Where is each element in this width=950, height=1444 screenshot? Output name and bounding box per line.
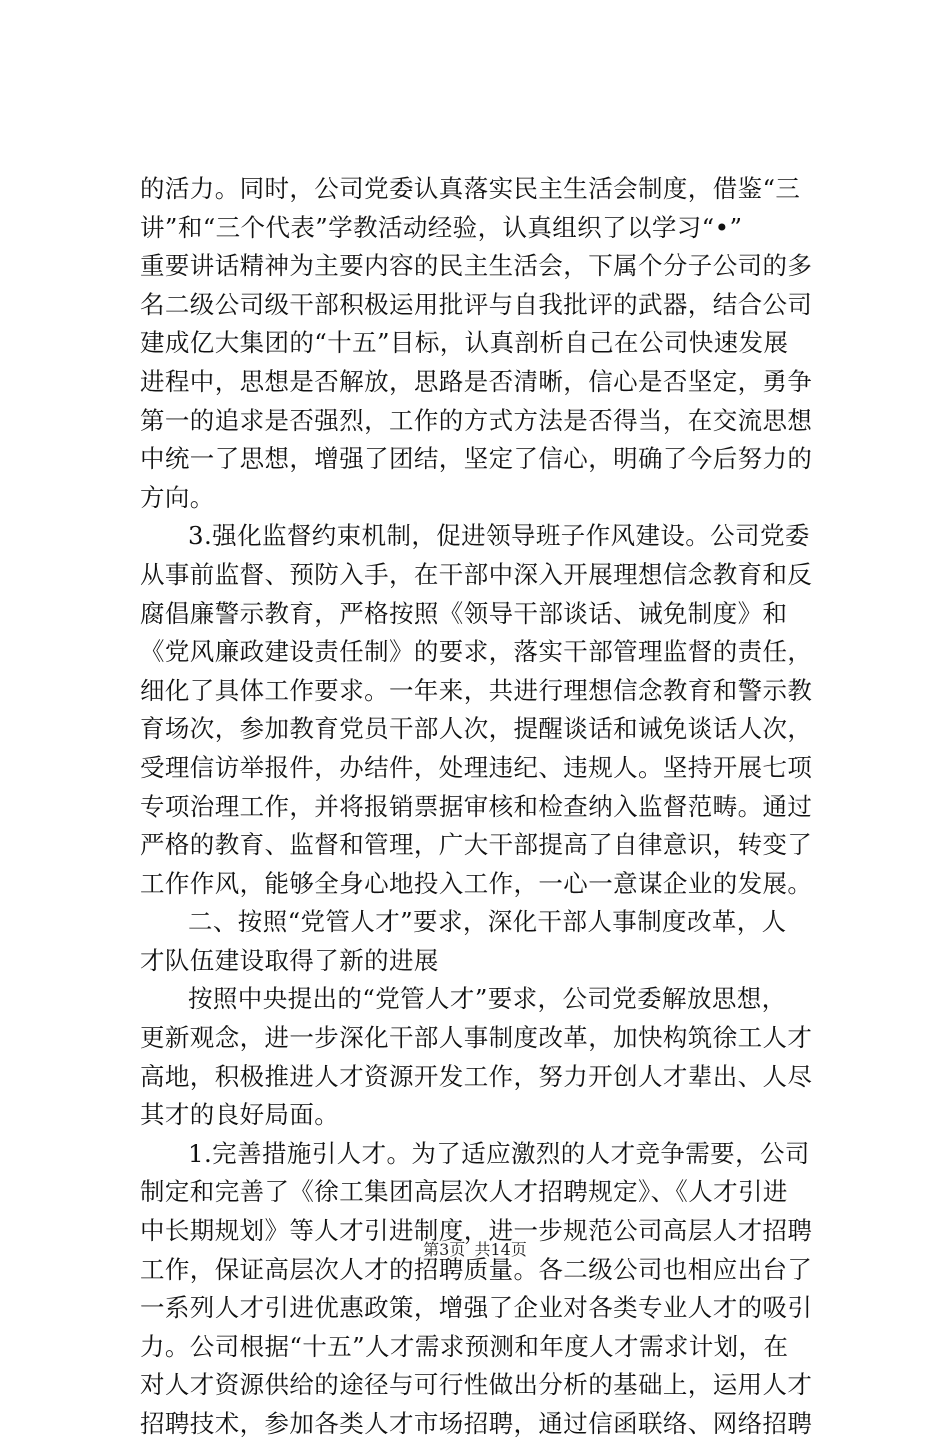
text-line: 《党风廉政建设责任制》的要求，落实干部管理监督的责任， xyxy=(140,637,813,667)
text-line: 中统一了思想，增强了团结，坚定了信心，明确了今后努力的 xyxy=(140,444,813,474)
text-line: 建成亿大集团的“十五”目标，认真剖析自己在公司快速发展 xyxy=(140,328,789,358)
text-line: 中长期规划》等人才引进制度，进一步规范公司高层人才招聘 xyxy=(140,1216,813,1246)
text-line: 受理信访举报件，办结件，处理违纪、违规人。坚持开展七项 xyxy=(140,752,813,782)
text-line: 力。公司根据“十五”人才需求预测和年度人才需求计划，在 xyxy=(140,1331,789,1361)
text-line: 1.完善措施引人才。为了适应激烈的人才竞争需要，公司 xyxy=(188,1138,810,1168)
text-line: 其才的良好局面。 xyxy=(140,1100,340,1130)
text-line: 一系列人才引进优惠政策，增强了企业对各类专业人才的吸引 xyxy=(140,1293,813,1323)
page-number: 第3页 xyxy=(423,1240,466,1259)
text-line: 严格的教育、监督和管理，广大干部提高了自律意识，转变了 xyxy=(140,830,813,860)
text-line: 进程中，思想是否解放，思路是否清晰，信心是否坚定，勇争 xyxy=(140,366,813,396)
text-line: 第一的追求是否强烈，工作的方式方法是否得当，在交流思想 xyxy=(140,405,813,435)
page-total: 共14页 xyxy=(474,1240,527,1259)
text-line: 的活力。同时，公司党委认真落实民主生活会制度，借鉴“三 xyxy=(140,174,801,203)
text-line: 方向。 xyxy=(140,482,215,512)
text-line: 名二级公司级干部积极运用批评与自我批评的武器，结合公司 xyxy=(140,289,813,319)
text-line: 按照中央提出的“党管人才”要求，公司党委解放思想， xyxy=(188,984,787,1014)
text-line: 育场次，参加教育党员干部人次，提醒谈话和诫免谈话人次， xyxy=(140,714,813,744)
text-line: 更新观念，进一步深化干部人事制度改革，加快构筑徐工人才 xyxy=(140,1023,813,1053)
text-line: 重要讲话精神为主要内容的民主生活会，下属个分子公司的多 xyxy=(140,251,813,281)
text-line: 制定和完善了《徐工集团高层次人才招聘规定》、《人才引进 xyxy=(140,1177,788,1207)
text-line: 专项治理工作，并将报销票据审核和检查纳入监督范畴。通过 xyxy=(140,791,813,821)
section-heading-line: 才队伍建设取得了新的进展 xyxy=(140,945,439,975)
text-line: 讲”和“三个代表”学教活动经验，认真组织了以学习“•” xyxy=(140,212,743,242)
text-line: 细化了具体工作要求。一年来，共进行理想信念教育和警示教 xyxy=(140,675,813,705)
text-line: 工作作风，能够全身心地投入工作，一心一意谋企业的发展。 xyxy=(140,868,813,898)
text-line: 从事前监督、预防入手，在干部中深入开展理想信念教育和反 xyxy=(140,559,813,589)
text-line: 对人才资源供给的途径与可行性做出分析的基础上，运用人才 xyxy=(140,1370,813,1400)
section-heading-line: 二、按照“党管人才”要求，深化干部人事制度改革，人 xyxy=(188,907,787,937)
text-line: 3.强化监督约束机制，促进领导班子作风建设。公司党委 xyxy=(188,521,810,551)
text-line: 工作，保证高层次人才的招聘质量。各二级公司也相应出台了 xyxy=(140,1254,813,1284)
text-line: 招聘技术，参加各类人才市场招聘，通过信函联络、网络招聘 xyxy=(140,1409,813,1438)
text-line: 高地，积极推进人才资源开发工作，努力开创人才辈出、人尽 xyxy=(140,1061,813,1091)
page-footer xyxy=(0,1240,950,1260)
text-line: 腐倡廉警示教育，严格按照《领导干部谈话、诫免制度》和 xyxy=(140,598,788,628)
